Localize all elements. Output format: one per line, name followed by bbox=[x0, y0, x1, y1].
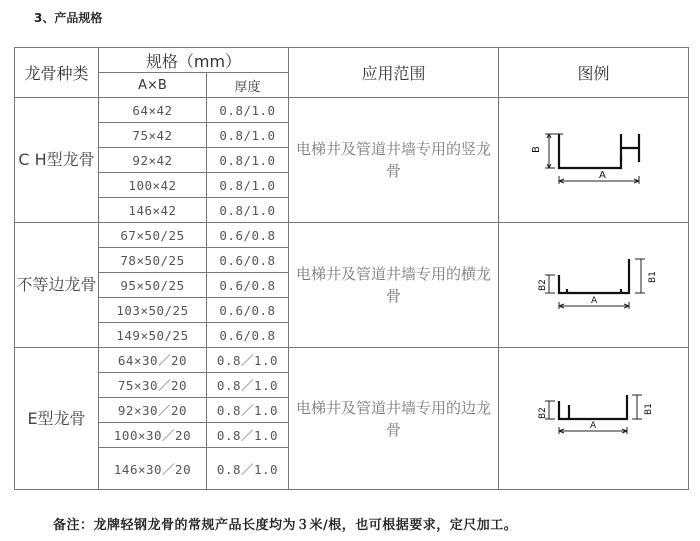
ab-cell: 64×30／20 bbox=[99, 348, 207, 373]
thickness-cell: 0.8/1.0 bbox=[207, 98, 289, 123]
table-row bbox=[15, 348, 689, 373]
ab-cell: 103×50/25 bbox=[99, 298, 207, 323]
header-category: 龙骨种类 bbox=[15, 48, 99, 98]
thickness-cell: 0.6/0.8 bbox=[207, 273, 289, 298]
figure-label-b: B bbox=[530, 146, 542, 153]
ab-cell: 92×30／20 bbox=[99, 398, 207, 423]
ab-cell: 75×42 bbox=[99, 123, 207, 148]
ab-cell: 67×50/25 bbox=[99, 223, 207, 248]
usage-cell: 电梯井及管道井墙专用的横龙骨 bbox=[289, 223, 499, 348]
ab-cell: 146×30／20 bbox=[99, 448, 207, 490]
thickness-cell: 0.8/1.0 bbox=[207, 148, 289, 173]
thickness-cell: 0.8/1.0 bbox=[207, 198, 289, 223]
thickness-cell: 0.6/0.8 bbox=[207, 248, 289, 273]
ab-cell: 95×50/25 bbox=[99, 273, 207, 298]
ch-stud-profile-icon bbox=[519, 120, 669, 200]
ab-cell: 146×42 bbox=[99, 198, 207, 223]
header-spec: 规格（mm） bbox=[99, 48, 289, 73]
header-thickness: 厚度 bbox=[207, 73, 289, 98]
section-title: 3、产品规格 bbox=[34, 11, 103, 25]
footnote: 备注：龙牌轻钢龙骨的常规产品长度均为３米/根，也可根据要求，定尺加工。 bbox=[53, 518, 518, 533]
ab-cell: 100×30／20 bbox=[99, 423, 207, 448]
header-figure: 图例 bbox=[499, 48, 689, 98]
ab-cell: 64×42 bbox=[99, 98, 207, 123]
thickness-cell: 0.8／1.0 bbox=[207, 398, 289, 423]
figure-cell bbox=[499, 223, 689, 348]
thickness-cell: 0.6/0.8 bbox=[207, 323, 289, 348]
table-row bbox=[15, 223, 689, 248]
figure-label-b1: B1 bbox=[643, 402, 654, 415]
category-cell: C H型龙骨 bbox=[15, 98, 99, 223]
thickness-cell: 0.6/0.8 bbox=[207, 298, 289, 323]
header-usage: 应用范围 bbox=[289, 48, 499, 98]
thickness-cell: 0.6/0.8 bbox=[207, 223, 289, 248]
table-row bbox=[15, 98, 689, 123]
ab-cell: 75×30／20 bbox=[99, 373, 207, 398]
thickness-cell: 0.8／1.0 bbox=[207, 448, 289, 490]
usage-cell: 电梯井及管道井墙专用的竖龙骨 bbox=[289, 98, 499, 223]
figure-label-a: A bbox=[598, 170, 606, 181]
category-cell: E型龙骨 bbox=[15, 348, 99, 490]
ab-cell: 92×42 bbox=[99, 148, 207, 173]
thickness-cell: 0.8／1.0 bbox=[207, 373, 289, 398]
ab-cell: 149×50/25 bbox=[99, 323, 207, 348]
thickness-cell: 0.8/1.0 bbox=[207, 173, 289, 198]
unequal-track-profile-icon bbox=[519, 245, 669, 325]
figure-label-b2: B2 bbox=[537, 279, 548, 291]
ab-cell: 100×42 bbox=[99, 173, 207, 198]
figure-label-b2: B2 bbox=[537, 406, 548, 419]
category-cell: 不等边龙骨 bbox=[15, 223, 99, 348]
ab-cell: 78×50/25 bbox=[99, 248, 207, 273]
thickness-cell: 0.8／1.0 bbox=[207, 423, 289, 448]
usage-cell: 电梯井及管道井墙专用的边龙骨 bbox=[289, 348, 499, 490]
figure-cell bbox=[499, 98, 689, 223]
thickness-cell: 0.8／1.0 bbox=[207, 348, 289, 373]
e-edge-profile-icon bbox=[519, 379, 669, 459]
spec-table bbox=[14, 47, 689, 490]
header-ab: A×B bbox=[99, 73, 207, 98]
thickness-cell: 0.8/1.0 bbox=[207, 123, 289, 148]
figure-label-b1: B1 bbox=[647, 271, 658, 283]
figure-label-a: A bbox=[590, 296, 597, 306]
figure-cell bbox=[499, 348, 689, 490]
figure-label-a: A bbox=[589, 420, 596, 431]
